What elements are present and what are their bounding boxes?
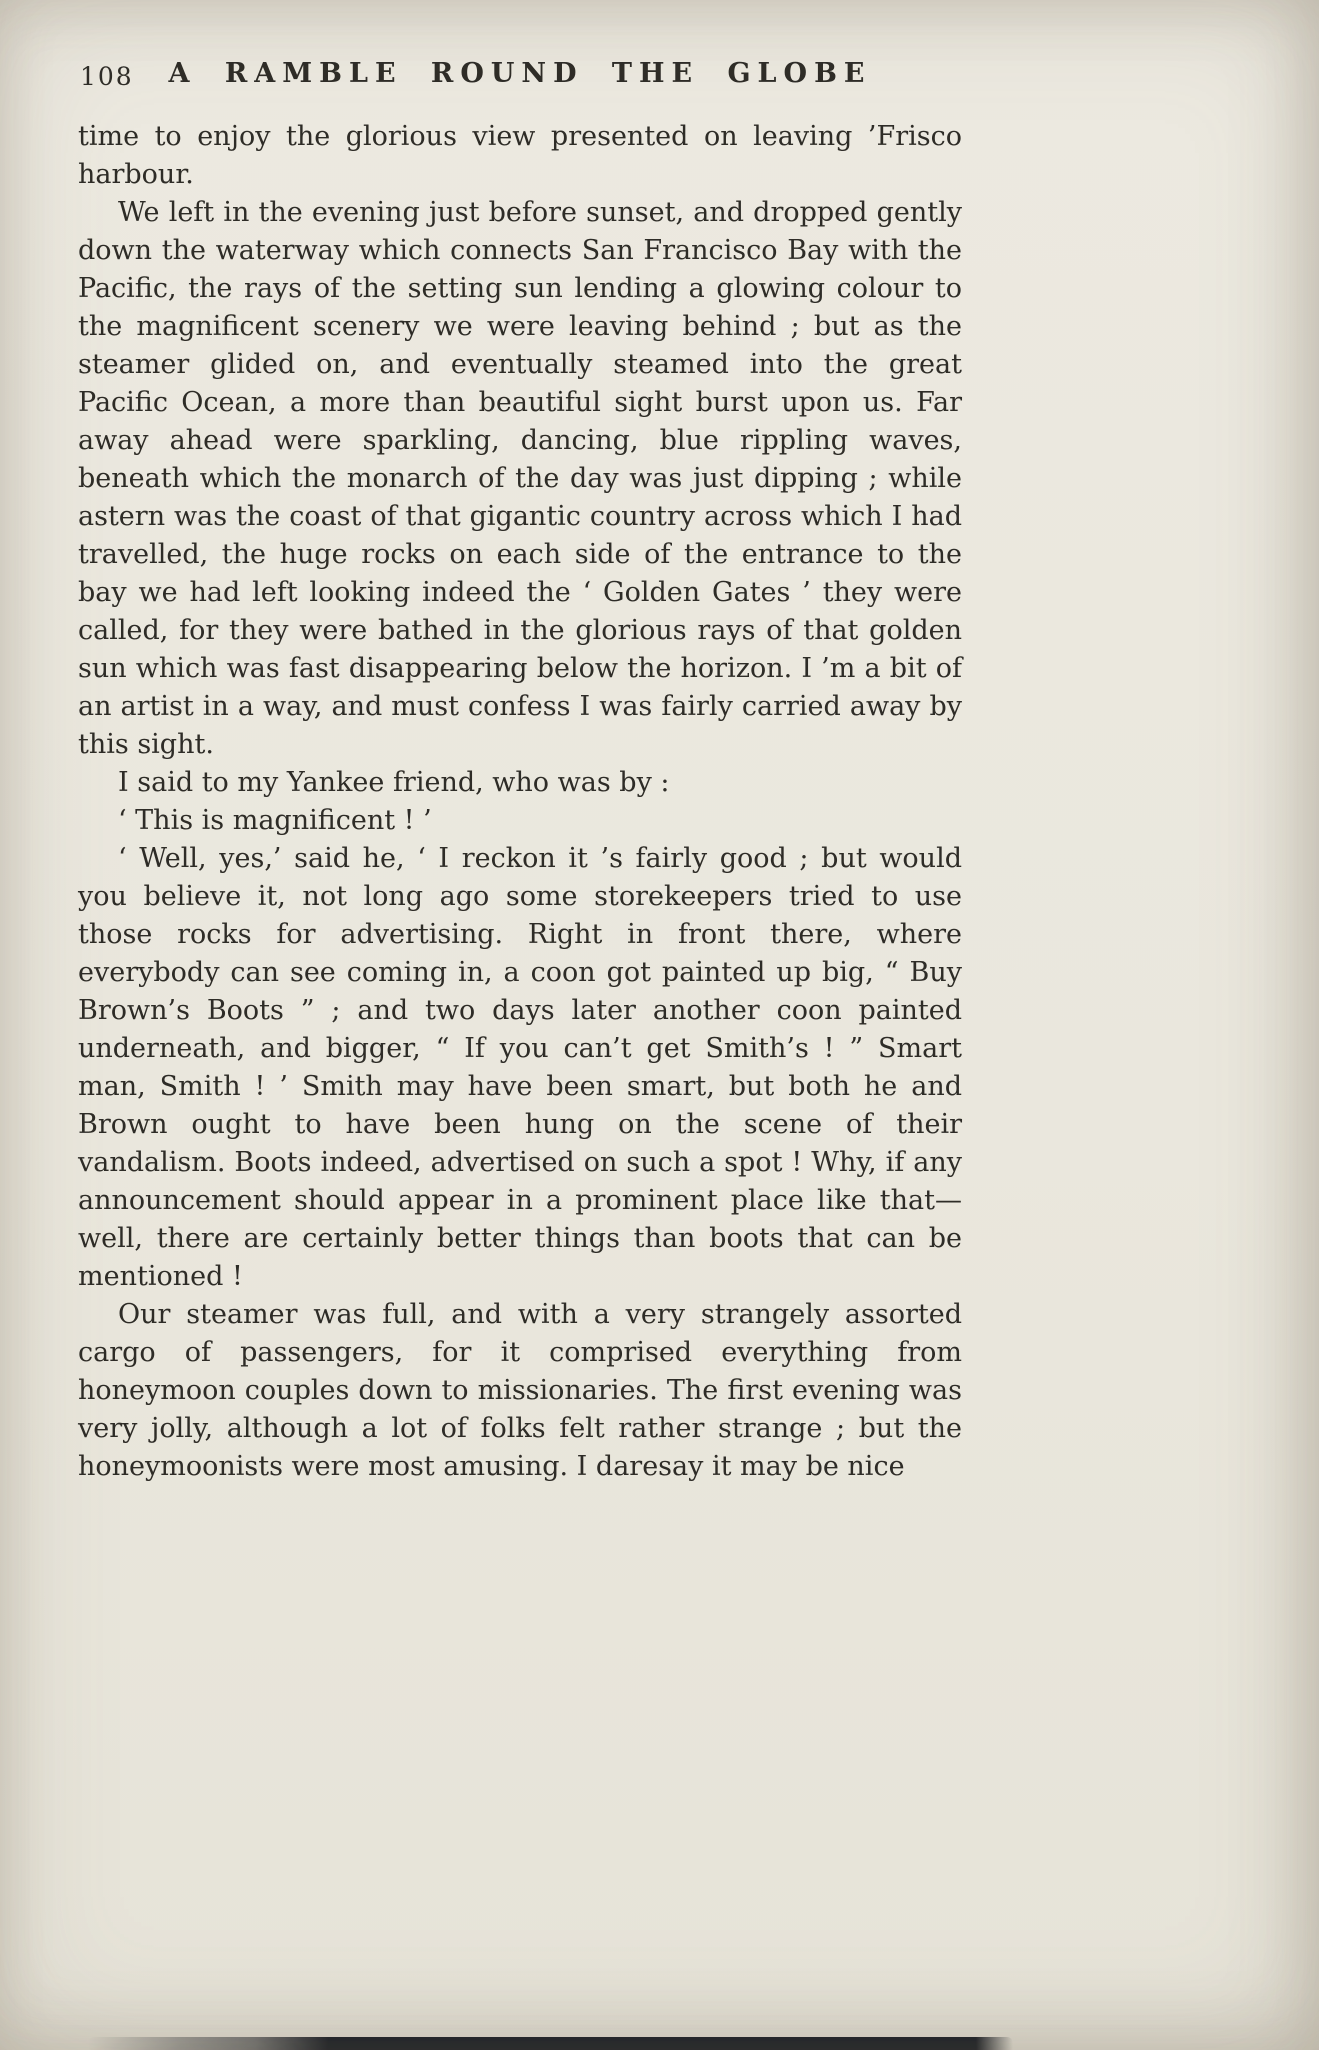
paragraph: We left in the evening just before sunset, and dropped gently down the waterway which connects San Francisco Bay with the Pacific, the rays of the setting sun lending a glowing colour to the magnificent scenery we were leaving behind ; but as the steamer glided on, and eventually steamed into the great Pacific Ocean, a more than beautiful sight burst upon us. Far away ahead were sparkling, dancing, blue rippling waves, beneath which the monarch of the day was just dipping ; while astern was the coast of that gigantic country across which I had travelled, the huge rocks on each side of the entrance to the bay we had left looking indeed the ‘ Golden Gates ’ they were called, for they were bathed in the glorious rays of that golden sun which was fast disappearing below the horizon. I ’m a bit of an artist in a way, and must confess I was fairly carried away by this sight. <box>78 197 962 760</box>
paragraph: ‘ Well, yes,’ said he, ‘ I reckon it ’s fairly good ; but would you believe it, not long ago some storekeepers tried to use those rocks for advertising. Right in front there, where everybody can see coming in, a coon got painted up big, “ Buy Brown’s Boots ” ; and two days later another coon painted underneath, and bigger, “ If you can’t get Smith’s ! ” Smart man, Smith ! ’ Smith may have been smart, but both he and Brown ought to have been hung on the scene of their vandalism. Boots indeed, advertised on such a spot ! Why, if any announcement should appear in a prominent place like that—well, there are certainly better things than boots that can be mentioned ! <box>78 843 962 1292</box>
page-header-row <box>78 58 962 98</box>
running-header-title: A RAMBLE ROUND THE GLOBE <box>168 58 872 89</box>
scan-edge-artifact <box>88 2037 1013 2050</box>
paragraph: time to enjoy the glorious view presented on leaving ’Frisco harbour. <box>78 121 962 190</box>
page-number: 108 <box>80 62 134 91</box>
paragraph: ‘ This is magnificent ! ’ <box>118 805 432 836</box>
paragraph: Our steamer was full, and with a very strangely assorted cargo of passengers, for it comprised everything from honeymoon couples down to missionaries. The first evening was very jolly, although a lot of folks felt rather strange ; but the honeymoonists were most amusing. I daresay it may be nice <box>78 1299 962 1482</box>
paragraph: I said to my Yankee friend, who was by : <box>118 767 670 798</box>
page-body-text <box>78 118 962 1486</box>
